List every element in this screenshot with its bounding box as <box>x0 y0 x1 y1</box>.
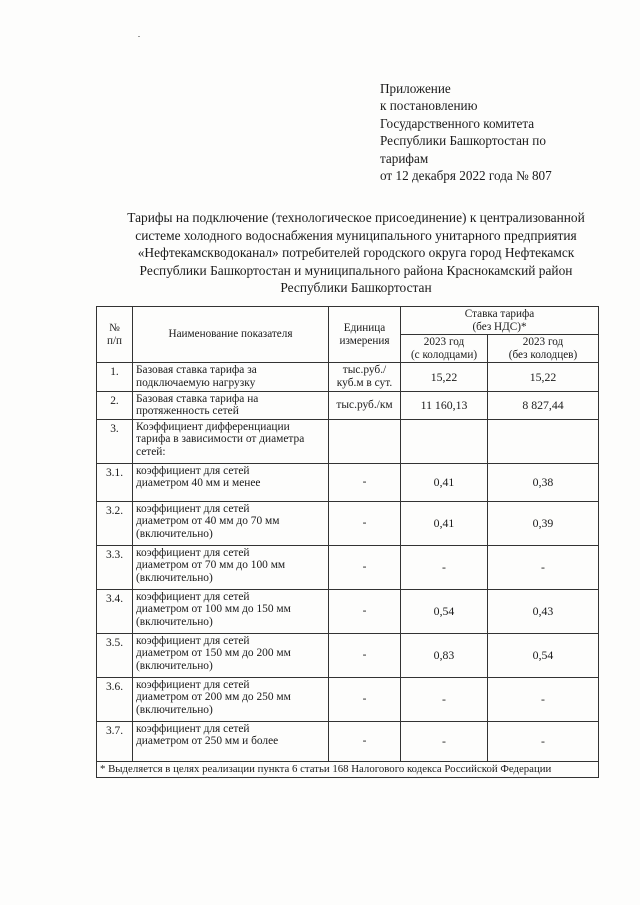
row-number: 3.2. <box>97 501 133 545</box>
row-unit <box>329 463 401 501</box>
row-number: 3.4. <box>97 589 133 633</box>
row-unit-line: - <box>362 735 367 748</box>
header-2023b-line1: 2023 год <box>522 336 564 349</box>
value-with-wells: 0,54 <box>401 589 488 633</box>
row-name-line: коэффициент для сетей <box>136 590 250 603</box>
row-name-line: протяженность сетей <box>136 405 239 418</box>
value-with-wells: - <box>401 721 488 761</box>
value-without-wells: 15,22 <box>488 363 599 391</box>
appendix-line: к постановлению <box>380 98 478 114</box>
row-name-line: сетей: <box>136 445 166 458</box>
header-2023-without-wells <box>488 335 599 363</box>
row-name <box>133 419 329 463</box>
value-with-wells: 11 160,13 <box>401 391 488 419</box>
row-unit <box>329 721 401 761</box>
header-name: Наименование показателя <box>133 307 329 363</box>
title-line: Республики Башкортостан и муниципального района Краснокамский район <box>139 262 573 278</box>
row-name <box>133 363 329 391</box>
row-name-line: тарифа в зависимости от диаметра <box>136 433 305 446</box>
row-name-line: (включительно) <box>136 527 213 540</box>
header-2023-with-wells <box>401 335 488 363</box>
row-name-line: коэффициент для сетей <box>136 464 250 477</box>
value-without-wells: - <box>488 545 599 589</box>
row-unit <box>329 419 401 463</box>
row-unit <box>329 501 401 545</box>
row-name-line <box>136 748 325 760</box>
value-with-wells <box>401 419 488 463</box>
row-number: 3. <box>97 419 133 463</box>
row-name <box>133 501 329 545</box>
row-name-line: Базовая ставка тарифа за <box>136 364 257 377</box>
row-name-line: коэффициент для сетей <box>136 546 250 559</box>
row-name-line: коэффициент для сетей <box>136 678 250 691</box>
value-without-wells <box>488 419 599 463</box>
header-2023a-line2: (с колодцами) <box>410 348 478 361</box>
value-with-wells: 0,83 <box>401 633 488 677</box>
row-name-line: коэффициент для сетей <box>136 634 250 647</box>
row-name <box>133 463 329 501</box>
row-name <box>133 589 329 633</box>
row-name-line: диаметром от 200 мм до 250 мм <box>136 691 291 704</box>
tariff-table <box>96 306 599 778</box>
row-number: 2. <box>97 391 133 419</box>
row-name-line: диаметром 40 мм и менее <box>136 477 261 490</box>
row-unit <box>329 589 401 633</box>
row-name-line: (включительно) <box>136 659 213 672</box>
row-name-line: диаметром от 70 мм до 100 мм <box>136 559 286 572</box>
row-number: 3.6. <box>97 677 133 721</box>
value-without-wells: 0,54 <box>488 633 599 677</box>
row-unit-line: куб.м в сут. <box>336 376 393 389</box>
header-number <box>97 307 133 363</box>
value-without-wells: 0,38 <box>488 463 599 501</box>
row-unit-line: тыс.руб./ <box>342 364 387 377</box>
row-unit <box>329 363 401 391</box>
table-row <box>97 419 599 463</box>
row-number: 3.3. <box>97 545 133 589</box>
table-row <box>97 363 599 391</box>
footnote: * Выделяется в целях реализации пункта 6 статьи 168 Налогового кодекса Российской Федерации <box>97 761 599 777</box>
row-name <box>133 677 329 721</box>
table-row <box>97 463 599 501</box>
title-line: Тарифы на подключение (технологическое присоединение) к централизованной <box>127 210 585 225</box>
row-unit-line: - <box>362 604 367 617</box>
appendix-header <box>380 80 610 184</box>
table-row <box>97 721 599 761</box>
header-unit <box>329 307 401 363</box>
appendix-line: Государственного комитета <box>380 115 535 131</box>
table-row <box>97 391 599 419</box>
row-name <box>133 721 329 761</box>
row-unit-line: - <box>362 692 367 705</box>
document-title <box>96 209 616 297</box>
row-name-line: диаметром от 150 мм до 200 мм <box>136 647 291 660</box>
value-with-wells: 0,41 <box>401 463 488 501</box>
title-line: Республики Башкортостан <box>280 280 432 296</box>
table-row <box>97 545 599 589</box>
value-without-wells: - <box>488 677 599 721</box>
value-without-wells: 0,39 <box>488 501 599 545</box>
row-number: 3.1. <box>97 463 133 501</box>
appendix-line: тарифам <box>380 150 429 166</box>
table-header-row <box>97 307 599 335</box>
header-number-line2: п/п <box>106 334 123 347</box>
row-unit <box>329 677 401 721</box>
row-name-line: диаметром от 100 мм до 150 мм <box>136 603 291 616</box>
value-without-wells: 0,43 <box>488 589 599 633</box>
row-name <box>133 391 329 419</box>
table-row <box>97 633 599 677</box>
row-name <box>133 545 329 589</box>
row-name-line: коэффициент для сетей <box>136 502 250 515</box>
row-name-line: Коэффициент дифференциации <box>136 420 290 433</box>
title-line: «Нефтекамскводоканал» потребителей городского округа город Нефтекамск <box>137 245 575 261</box>
header-rate <box>401 307 599 335</box>
table-row <box>97 501 599 545</box>
row-unit-line: тыс.руб./км <box>336 398 393 411</box>
row-unit <box>329 633 401 677</box>
row-unit-line: - <box>362 516 367 529</box>
footnote-row <box>97 761 599 777</box>
appendix-line: Приложение <box>380 81 451 96</box>
header-unit-line1: Единица <box>343 322 386 335</box>
row-name-line: диаметром от 40 мм до 70 мм <box>136 515 280 528</box>
value-without-wells: - <box>488 721 599 761</box>
row-number: 1. <box>97 363 133 391</box>
row-name-line: (включительно) <box>136 571 213 584</box>
value-without-wells: 8 827,44 <box>488 391 599 419</box>
row-name-line: (включительно) <box>136 615 213 628</box>
row-unit <box>329 391 401 419</box>
header-2023b-line2: (без колодцев) <box>508 348 578 361</box>
row-unit-line: - <box>362 475 367 488</box>
table-row <box>97 589 599 633</box>
row-unit-line: - <box>362 648 367 661</box>
row-name-line: диаметром от 250 мм и более <box>136 735 279 748</box>
row-name <box>133 633 329 677</box>
header-unit-line2: измерения <box>339 334 390 347</box>
scan-speck <box>138 36 140 37</box>
value-with-wells: - <box>401 545 488 589</box>
appendix-line: Республики Башкортостан по <box>380 133 546 149</box>
value-with-wells: 0,41 <box>401 501 488 545</box>
value-with-wells: 15,22 <box>401 363 488 391</box>
row-name-line: подключаемую нагрузку <box>136 376 256 389</box>
row-number: 3.7. <box>97 721 133 761</box>
table-row <box>97 677 599 721</box>
appendix-line: от 12 декабря 2022 года № 807 <box>380 168 552 184</box>
header-rate-line1: Ставка тарифа <box>464 308 535 320</box>
row-unit <box>329 545 401 589</box>
header-number-line1: № <box>109 322 120 335</box>
value-with-wells: - <box>401 677 488 721</box>
header-rate-line2: (без НДС)* <box>472 320 527 333</box>
row-unit-line: - <box>362 560 367 573</box>
row-name-line: (включительно) <box>136 703 213 716</box>
header-2023a-line1: 2023 год <box>423 336 465 349</box>
row-name-line: коэффициент для сетей <box>136 722 250 735</box>
row-number: 3.5. <box>97 633 133 677</box>
row-name-line: Базовая ставка тарифа на <box>136 392 259 405</box>
title-line: системе холодного водоснабжения муниципального унитарного предприятия <box>135 227 577 243</box>
